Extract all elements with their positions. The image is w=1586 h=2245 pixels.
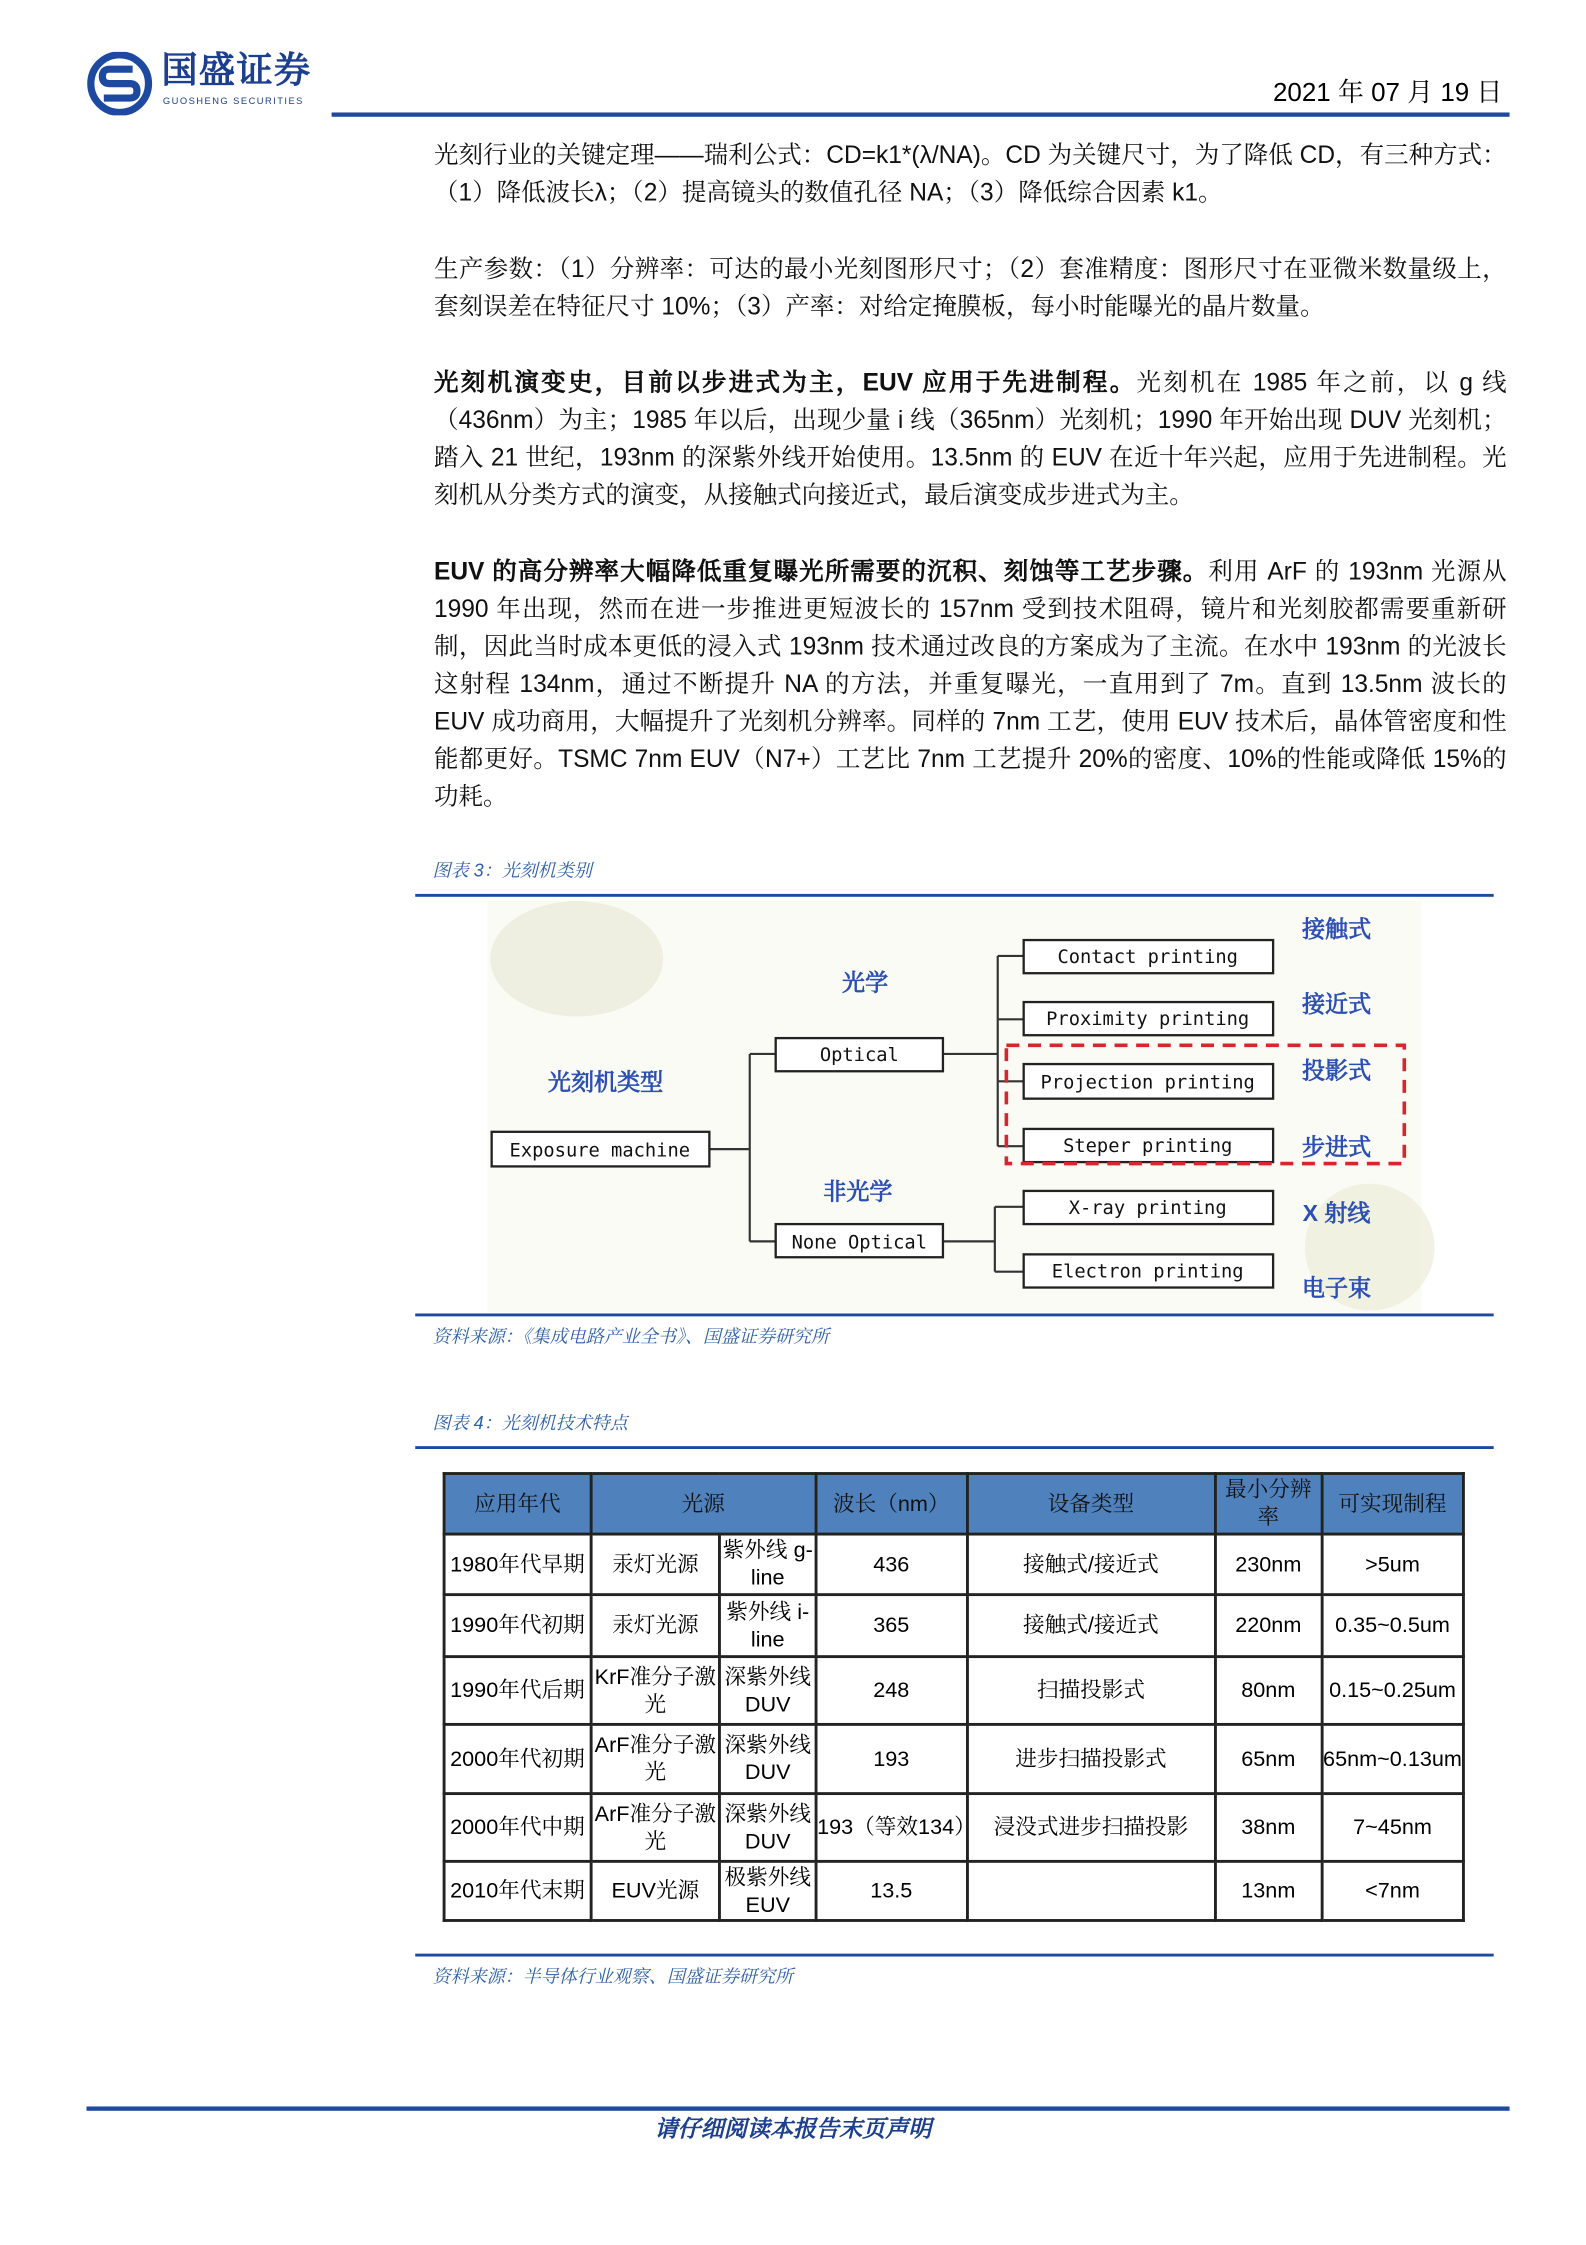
table-cell: >5um	[1322, 1534, 1464, 1595]
table-cell: 2010年代末期	[444, 1861, 591, 1920]
root-cn-label: 光刻机类型	[547, 1069, 664, 1096]
figure3-bottom-rule	[415, 1313, 1493, 1316]
table-row	[444, 1534, 1463, 1595]
table-row	[444, 1657, 1463, 1725]
figure4-bottom-rule	[415, 1954, 1493, 1957]
table-cell: 193	[816, 1724, 967, 1793]
footer-rule	[87, 2106, 1510, 2110]
para-body: 生产参数：（1）分辨率：可达的最小光刻图形尺寸；（2）套准精度：图形尺寸在亚微米数量级上，套刻误差在特征尺寸 10%；（3）产率：对给定掩膜板，每小时能曝光的晶片数量。	[433, 255, 1507, 321]
table-cell: 浸没式进步扫描投影	[967, 1794, 1215, 1862]
para-lead: 光刻机演变史，目前以步进式为主，EUV 应用于先进制程。	[433, 369, 1137, 397]
table-cell: 深紫外线 DUV	[720, 1794, 816, 1862]
table-cell: 接触式/接近式	[967, 1534, 1215, 1595]
header-cell: 设备类型	[967, 1474, 1215, 1535]
table-cell: 13nm	[1215, 1861, 1322, 1920]
brand-name: 国盛证券	[161, 50, 312, 91]
table-cell: ArF准分子激光	[591, 1724, 720, 1793]
leaf-label: Steper printing	[1063, 1135, 1233, 1157]
table-header-row	[444, 1474, 1463, 1535]
table-cell: 38nm	[1215, 1794, 1322, 1862]
leaf-cn-label: 接触式	[1301, 916, 1372, 943]
para-lead: EUV 的高分辨率大幅降低重复曝光所需要的沉积、刻蚀等工艺步骤。	[433, 557, 1209, 586]
header-rule	[332, 112, 1510, 116]
table-cell: 极紫外线 EUV	[720, 1861, 816, 1920]
table-cell: 80nm	[1215, 1657, 1322, 1725]
non-optical-label: None Optical	[791, 1232, 927, 1254]
table-cell: 365	[816, 1595, 967, 1657]
leaf-label: Projection printing	[1040, 1072, 1255, 1094]
table-cell: 紫外线 g-line	[720, 1534, 816, 1595]
optical-label: Optical	[819, 1045, 899, 1067]
header-cell: 可实现制程	[1322, 1474, 1464, 1535]
table-cell: 248	[816, 1657, 967, 1725]
decor-shape	[490, 901, 663, 1016]
table-cell: EUV光源	[591, 1861, 720, 1920]
paragraph-2	[434, 251, 1507, 326]
figure4-caption: 图表 4：光刻机技术特点	[432, 1412, 628, 1434]
figure3-source: 资料来源：《集成电路产业全书》、国盛证券研究所	[432, 1326, 830, 1347]
table-cell: 13.5	[816, 1861, 967, 1920]
table-row	[444, 1724, 1463, 1793]
leaf-label: Contact printing	[1057, 947, 1238, 969]
leaf-label: X-ray printing	[1068, 1197, 1227, 1219]
figure4-top-rule	[415, 1446, 1493, 1449]
table-cell: 0.15~0.25um	[1322, 1657, 1464, 1725]
lithography-classification-diagram	[415, 898, 1493, 1313]
para-body: 光刻机在 1985 年之前，以 g 线（436nm）为主；1985 年以后，出现少量 i 线（365nm）光刻机；1990 年开始出现 DUV 光刻机；踏入 21 世纪，193nm 的深紫外线开始使用。13.5nm 的 EUV 在近十年兴起，应用于先进制程。光刻机从分类方式的演变，从接触式向接近式，最后演变成步进式为主。	[433, 369, 1507, 509]
leaf-cn-label: 投影式	[1301, 1057, 1372, 1084]
table-cell: 193（等效134）	[816, 1794, 967, 1862]
table-cell: 436	[816, 1534, 967, 1595]
lithography-tech-table	[443, 1472, 1465, 1922]
header-cell: 最小分辨率	[1215, 1474, 1322, 1535]
header-cell: 应用年代	[444, 1474, 591, 1535]
leaf-cn-label: X 射线	[1302, 1200, 1371, 1227]
table-cell: ArF准分子激光	[591, 1794, 720, 1862]
table-cell: 1990年代后期	[444, 1657, 591, 1725]
report-date: 2021 年 07 月 19 日	[1272, 77, 1503, 107]
figure3-caption: 图表 3：光刻机类别	[432, 860, 592, 881]
paragraph-1	[434, 137, 1507, 212]
brand-name-en: GUOSHENG SECURITIES	[162, 96, 304, 107]
table-cell: 扫描投影式	[967, 1657, 1215, 1725]
content-column	[415, 137, 1511, 1988]
figure3-top-rule	[415, 894, 1493, 897]
table-cell: 接触式/接近式	[967, 1595, 1215, 1657]
table-cell: 220nm	[1215, 1595, 1322, 1657]
table-cell: KrF准分子激光	[591, 1657, 720, 1725]
table-cell: 65nm	[1215, 1724, 1322, 1793]
para-body: 光刻行业的关键定理——瑞利公式：CD=k1*(λ/NA)。CD 为关键尺寸，为了降低 CD，有三种方式：（1）降低波长λ；（2）提高镜头的数值孔径 NA；（3）降低综合因素 k1。	[433, 141, 1507, 207]
leaf-cn-label: 接近式	[1301, 991, 1372, 1018]
paragraph-3	[434, 365, 1507, 515]
table-cell: 汞灯光源	[591, 1534, 720, 1595]
table-cell: 65nm~0.13um	[1322, 1724, 1464, 1793]
table-cell: 7~45nm	[1322, 1794, 1464, 1862]
table-cell: 汞灯光源	[591, 1595, 720, 1657]
table-row	[444, 1861, 1463, 1920]
table-cell: 深紫外线 DUV	[720, 1657, 816, 1725]
leaf-cn-label: 步进式	[1301, 1133, 1372, 1160]
non-optical-cn-label: 非光学	[823, 1178, 893, 1205]
paragraph-4	[434, 554, 1507, 816]
footer-disclaimer: 请仔细阅读本报告末页声明	[654, 2118, 932, 2143]
logo-icon	[87, 52, 153, 115]
leaf-label: Electron printing	[1051, 1261, 1244, 1283]
leaf-cn-label: 电子束	[1301, 1275, 1372, 1302]
table-cell: 1990年代初期	[444, 1595, 591, 1657]
leaf-label: Proximity printing	[1046, 1009, 1250, 1031]
header-cell: 波长（nm）	[816, 1474, 967, 1535]
root-label: Exposure machine	[509, 1140, 691, 1162]
header-cell: 光源	[591, 1474, 816, 1535]
table-cell: 230nm	[1215, 1534, 1322, 1595]
figure4-source: 资料来源：半导体行业观察、国盛证券研究所	[432, 1966, 794, 1987]
table-cell: 1980年代早期	[444, 1534, 591, 1595]
table-cell: 0.35~0.5um	[1322, 1595, 1464, 1657]
table-row	[444, 1595, 1463, 1657]
optical-cn-label: 光学	[842, 969, 889, 996]
table-cell	[967, 1861, 1215, 1920]
table-cell: 2000年代初期	[444, 1724, 591, 1793]
table-cell: 紫外线 i-line	[720, 1595, 816, 1657]
table-row	[444, 1794, 1463, 1862]
para-body: 利用 ArF 的 193nm 光源从 1990 年出现，然而在进一步推进更短波长的 157nm 受到技术阻碍，镜片和光刻胶都需要重新研制，因此当时成本更低的浸入式 193nm 技术通过改良的方案成为了主流。在水中 193nm 的光波长这射程 134nm，通过不断提升 NA 的方法，并重复曝光，一直用到了 7m。直到 13.5nm 波长的 EUV 成功商用，大幅提升了光刻机分辨率。同样的 7nm 工艺，使用 EUV 技术后，晶体管密度和性能都更好。TSMC 7nm EUV（N7+）工艺比 7nm 工艺提升 20%的密度、10%的性能或降低 15%的功耗。	[433, 557, 1507, 811]
table-cell: 2000年代中期	[444, 1794, 591, 1862]
table-cell: 进步扫描投影式	[967, 1724, 1215, 1793]
table-cell: <7nm	[1322, 1861, 1464, 1920]
table-cell: 深紫外线 DUV	[720, 1724, 816, 1793]
